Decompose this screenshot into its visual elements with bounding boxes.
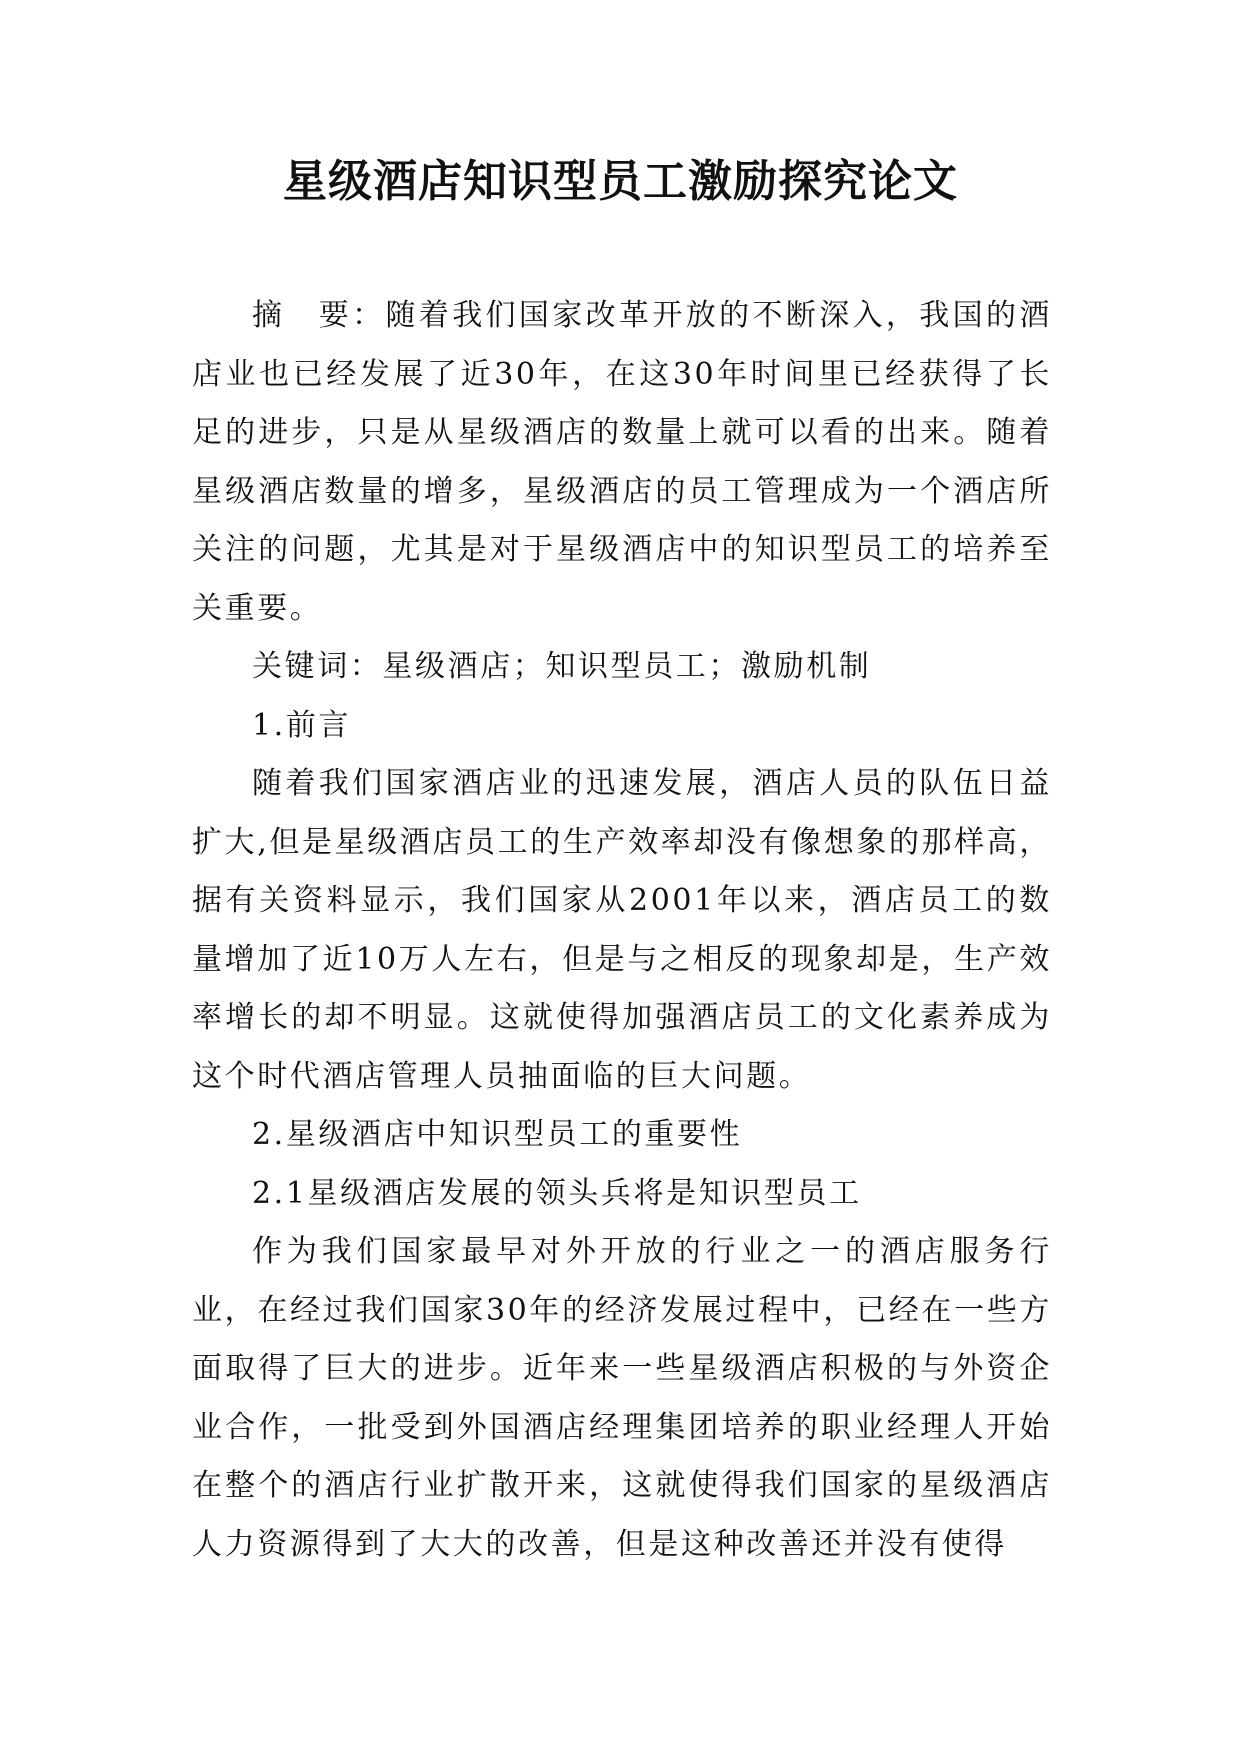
document-body [192, 287, 1052, 1574]
body-paragraph: 作为我们国家最早对外开放的行业之一的酒店服务行业，在经过我们国家30年的经济发展过程中，已经在一些方面取得了巨大的进步。近年来一些星级酒店积极的与外资企业合作，一批受到外国酒店经理集团培养的职业经理人开始在整个的酒店行业扩散开来，这就使得我们国家的星级酒店人力资源得到了大大的改善，但是这种改善还并没有使得 [192, 1234, 1052, 1562]
keywords-line: 关键词：星级酒店；知识型员工；激励机制 [252, 649, 872, 684]
section-heading-1: 1.前言 [252, 707, 352, 743]
abstract-paragraph: 摘 要：随着我们国家改革开放的不断深入，我国的酒店业也已经发展了近30年，在这30年时间里已经获得了长足的进步，只是从星级酒店的数量上就可以看的出来。随着星级酒店数量的增多，星级酒店的员工管理成为一个酒店所关注的问题，尤其是对于星级酒店中的知识型员工的培养至关重要。 [192, 298, 1052, 626]
subsection-heading-2-1: 2.1星级酒店发展的领头兵将是知识型员工 [252, 1175, 862, 1211]
body-paragraph: 随着我们国家酒店业的迅速发展，酒店人员的队伍日益扩大,但是星级酒店员工的生产效率却没有像想象的那样高，据有关资料显示，我们国家从2001年以来，酒店员工的数量增加了近10万人左右，但是与之相反的现象却是，生产效率增长的却不明显。这就使得加强酒店员工的文化素养成为这个时代酒店管理人员抽面临的巨大问题。 [192, 766, 1052, 1094]
document-title: 星级酒店知识型员工激励探究论文 [283, 156, 958, 207]
section-heading-2: 2.星级酒店中知识型员工的重要性 [252, 1117, 743, 1152]
